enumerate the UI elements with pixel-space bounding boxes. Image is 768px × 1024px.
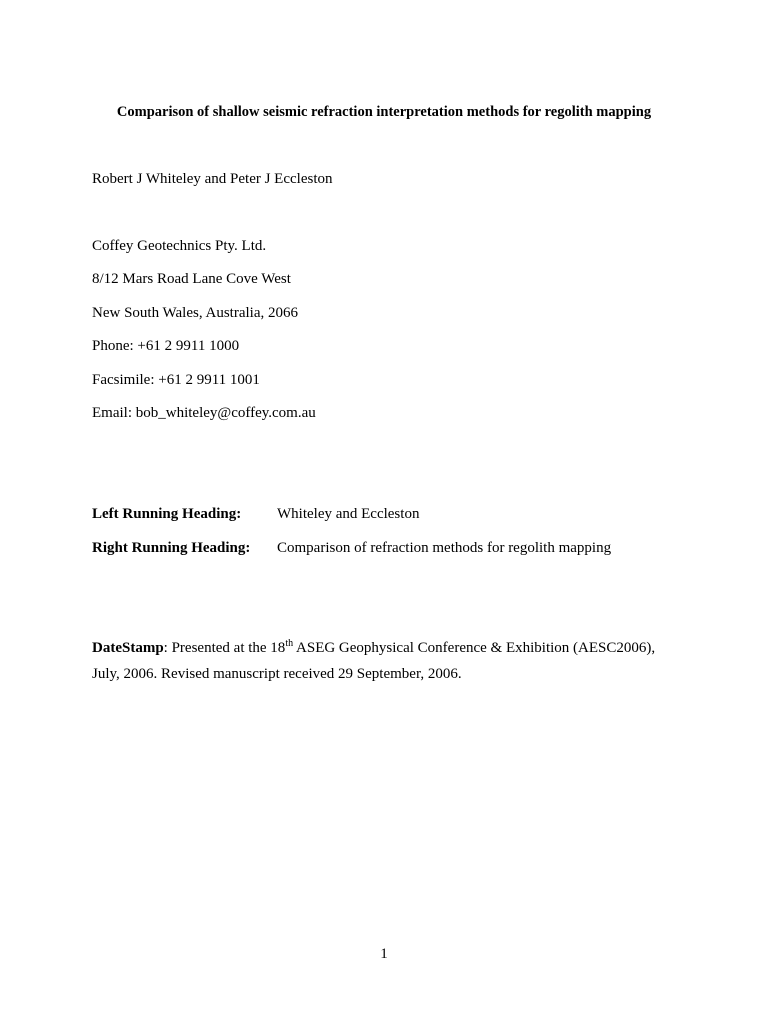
- affiliation-organization: Coffey Geotechnics Pty. Ltd.: [92, 238, 267, 254]
- affiliation-address-line2: New South Wales, Australia, 2066: [92, 305, 298, 321]
- left-running-heading-label: Left Running Heading:: [92, 506, 242, 522]
- phone-number: Phone: +61 2 9911 1000: [92, 338, 240, 354]
- right-running-heading-value: Comparison of refraction methods for regolith mapping: [277, 540, 612, 556]
- page-number: 1: [380, 946, 388, 962]
- author-names: Robert J Whiteley and Peter J Eccleston: [92, 171, 333, 187]
- datestamp-line2: July, 2006. Revised manuscript received 29 September, 2006.: [92, 666, 462, 682]
- left-running-heading-value: Whiteley and Eccleston: [277, 506, 420, 522]
- datestamp-label: DateStamp: [92, 640, 164, 656]
- email-address: Email: bob_whiteley@coffey.com.au: [92, 405, 316, 421]
- datestamp-superscript: th: [285, 638, 294, 649]
- datestamp-line1: [92, 639, 655, 657]
- datestamp-text-end: ASEG Geophysical Conference & Exhibition (AESC2006),: [293, 640, 656, 656]
- facsimile-number: Facsimile: +61 2 9911 1001: [92, 372, 260, 388]
- affiliation-address-line1: 8/12 Mars Road Lane Cove West: [92, 271, 291, 287]
- right-running-heading-label: Right Running Heading:: [92, 540, 251, 556]
- paper-title: Comparison of shallow seismic refraction interpretation methods for regolith mapping: [116, 104, 652, 120]
- datestamp-text-start: : Presented at the 18: [163, 640, 286, 656]
